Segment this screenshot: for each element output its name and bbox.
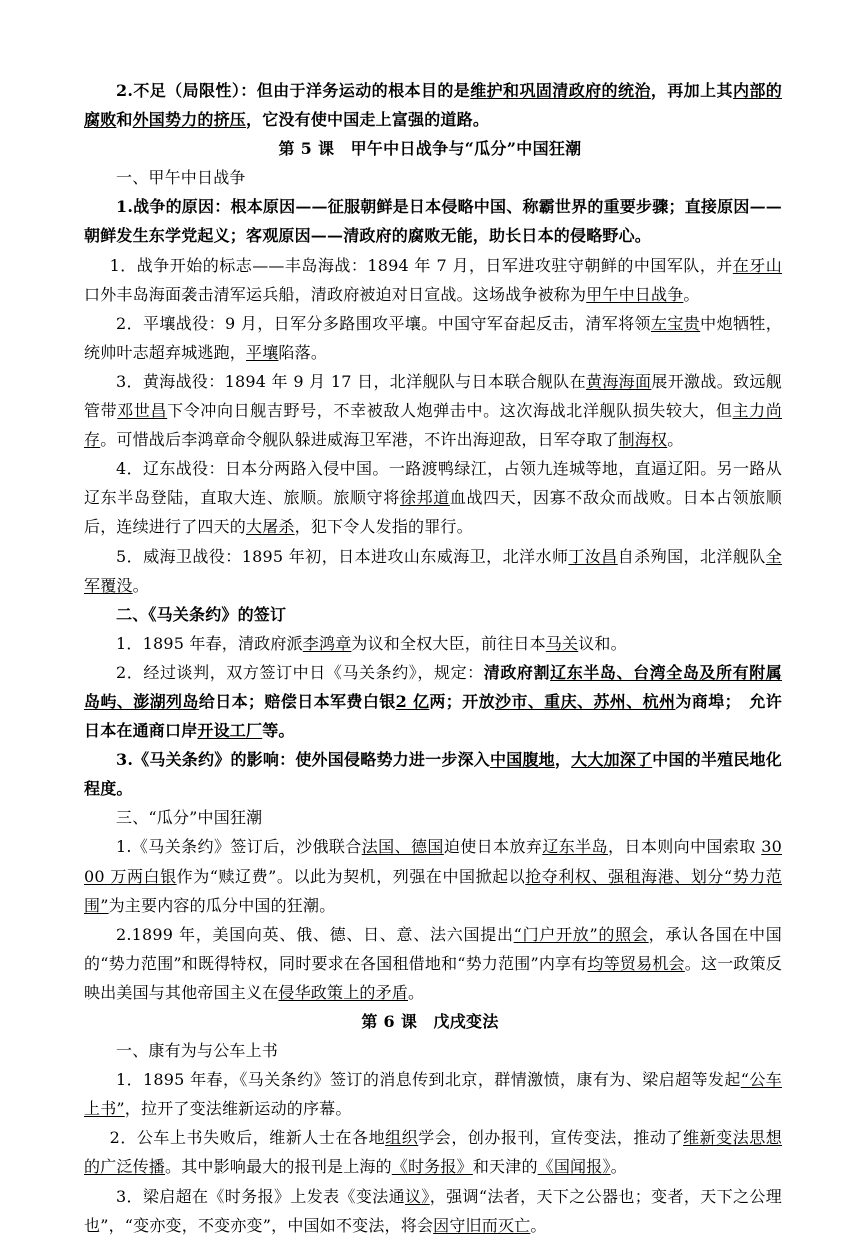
text-run: 血战四天，因寡不敌众而战败。日本占领旅顺后，连续进行了四天的 — [84, 488, 782, 537]
document-page — [0, 76, 860, 1240]
text-run: ，承认各国在中国的“势力范围”和既得特权，同时要求在各国租借地和“势力范围”内享有 — [84, 924, 782, 973]
underlined-keyword: 左宝贵 — [650, 313, 701, 333]
underlined-keyword: 平壤 — [246, 342, 279, 362]
text-run: 2.不足（局限性）：但由于洋务运动的根本目的是 — [116, 81, 471, 100]
text-run: 3.《马关条约》的影响：使外国侵略势力进一步深入 — [116, 750, 490, 770]
text-run: 1．1895 年春，《马关条约》签订的消息传到北京，群情激愤，康有为、梁启超等发起 — [116, 1070, 741, 1090]
text-run: 为议和全权大臣，前往日本 — [351, 633, 546, 653]
underlined-keyword: 2 亿 — [395, 691, 430, 711]
text-run: 。其中影响最大的报刊是上海的 — [165, 1157, 392, 1177]
text-run: ，强调“法者，天下之公器也；变者，天下之公理也”，“变亦变，不变亦变”，中国如不变法，将会 — [84, 1186, 782, 1235]
paragraph-s3 — [84, 803, 782, 832]
text-run: 2．公车上书失败后，维新人士在各地 — [109, 1128, 386, 1148]
text-run: 为商埠； 允许日本在通商口岸 — [84, 691, 782, 741]
text-run: 作为“赎辽费”。以此为契机，列强在中国掀起以 — [176, 866, 526, 886]
underlined-keyword: 因守旧而灭亡 — [433, 1215, 531, 1235]
paragraph-m2 — [84, 658, 782, 745]
underlined-keyword: 3000 万两白银 — [84, 837, 782, 886]
paragraph-c2 — [84, 251, 782, 309]
text-run: 2．平壤战役：9 月，日军分多路围攻平壤。中国守军奋起反击，清军将领 — [116, 313, 651, 333]
text-run: 1.战争的原因：根本原因——征服朝鲜是日本侵略中国、称霸世界的重要步骤；直接原因——朝鲜发生东学党起义；客观原因——清政府的腐败无能，助长日本的侵略野心。 — [84, 197, 782, 246]
paragraph-s2 — [84, 600, 782, 629]
paragraph-s1 — [84, 163, 782, 192]
underlined-keyword: 辽东半岛、台湾全岛及所有附属岛屿、澎湖列岛 — [84, 662, 782, 711]
text-run: 口外丰岛海面袭击清军运兵船，清政府被迫对日宣战。这场战争被称为 — [84, 284, 587, 304]
text-run: 1．战争开始的标志——丰岛海战：1894 年 7 月，日军进攻驻守朝鲜的中国军队，并 — [109, 255, 733, 275]
text-run: ， — [554, 750, 572, 770]
text-run: ，日本则向中国索取 — [607, 837, 762, 857]
paragraph-m3 — [84, 745, 782, 803]
underlined-keyword: 马关 — [545, 633, 579, 653]
text-run: 。 — [132, 575, 149, 595]
text-run: 5．威海卫战役：1895 年初，日本进攻山东威海卫，北洋水师 — [116, 546, 569, 566]
underlined-keyword: 维护和巩固清政府的统治 — [470, 81, 651, 100]
text-run: 2.1899 年，美国向英、俄、德、日、意、法六国提出 — [116, 924, 514, 944]
text-run: 1．1895 年春，清政府派 — [116, 633, 303, 653]
underlined-keyword: 甲午中日战争 — [586, 284, 684, 304]
underlined-keyword: 议》 — [404, 1186, 430, 1206]
text-run: 等。 — [262, 721, 295, 741]
underlined-keyword: 侵华政策上的矛盾 — [278, 982, 409, 1002]
paragraph-k1 — [84, 1065, 782, 1123]
underlined-keyword: “公车上书” — [84, 1070, 783, 1119]
text-run: 。 — [530, 1215, 547, 1235]
underlined-keyword: 维新变法思想的广泛传播 — [84, 1128, 782, 1177]
text-run: ，再加上其 — [650, 81, 733, 100]
text-run: 给日本；赔偿日本军费白银 — [198, 691, 396, 711]
text-run: 中炮牺牲，统帅叶志超弃城逃跑， — [84, 313, 782, 362]
underlined-keyword: 李鸿章 — [302, 633, 352, 653]
text-run: 迫使日本放弃 — [443, 837, 543, 857]
text-run: 。这一政策反映出美国与其他帝国主义在 — [84, 953, 783, 1002]
paragraph-c3 — [84, 309, 782, 367]
underlined-keyword: 大大加深了 — [571, 750, 653, 770]
paragraph-c6 — [84, 542, 782, 600]
underlined-keyword: 《国闻报》 — [537, 1157, 611, 1177]
text-run: ，它没有使中国走上富强的道路。 — [246, 110, 490, 130]
text-run: 第 5 课 甲午中日战争与“瓜分”中国狂潮 — [278, 139, 582, 159]
text-run: 。 — [683, 284, 700, 304]
paragraph-m1 — [84, 629, 782, 658]
text-run: 2．经过谈判，双方签订中日《马关条约》，规定： — [116, 662, 484, 682]
text-run: 1.《马关条约》签订后，沙俄联合 — [116, 837, 362, 857]
underlined-keyword: 大屠杀 — [246, 517, 295, 537]
paragraph-g1 — [84, 832, 782, 919]
lesson-heading — [0, 134, 860, 163]
text-run: 。 — [408, 982, 425, 1002]
paragraph-k2 — [84, 1123, 782, 1181]
underlined-keyword: 邓世昌 — [117, 401, 168, 421]
underlined-keyword: 抢夺利权、强租海港、划分“势力范围” — [84, 866, 782, 915]
text-run: 。 — [667, 430, 684, 450]
text-run: ，犯下令人发指的罪行。 — [294, 517, 473, 537]
text-run: 学会，创办报刊，宣传变法，推动了 — [418, 1128, 684, 1148]
text-run: 二、《马关条约》的签订 — [116, 604, 287, 624]
text-run: 3．梁启超在《时务报》上发表《变法通 — [116, 1186, 405, 1206]
text-run: 两；开放 — [429, 691, 495, 711]
text-run: 中国的半殖民地化程度。 — [84, 750, 782, 799]
underlined-keyword: 制海权 — [618, 430, 668, 450]
underlined-keyword: 内部的腐败 — [84, 81, 782, 130]
text-run: 一、甲午中日战争 — [116, 168, 246, 188]
underlined-keyword: 主力尚存 — [84, 401, 782, 450]
underlined-keyword: 沙市、重庆、苏州、杭州 — [494, 691, 676, 711]
underlined-keyword: 辽东半岛 — [542, 837, 608, 857]
text-run: 。可惜战后李鸿章命令舰队躲进威海卫军港，不许出海迎敌，日军夺取了 — [100, 430, 619, 450]
text-run: 清政府割 — [483, 662, 551, 682]
underlined-keyword: 开设工厂 — [197, 721, 263, 741]
text-run: 下令冲向日舰吉野号，不幸被敌人炮弹击中。这次海战北洋舰队损失较大，但 — [167, 401, 733, 421]
underlined-keyword: 法国、德国 — [361, 837, 444, 857]
text-run: 第 6 课 戊戌变法 — [361, 1012, 499, 1031]
underlined-keyword: 在牙山 — [732, 255, 782, 275]
underlined-keyword: 丁汝昌 — [568, 546, 618, 566]
text-run: 议和。 — [578, 633, 627, 653]
text-run: 展开激战。致远舰管带 — [84, 371, 782, 421]
text-run: ，拉开了变法维新运动的序幕。 — [124, 1099, 352, 1119]
paragraph-g2 — [84, 920, 782, 1007]
paragraph-s4 — [84, 1036, 782, 1065]
paragraph-c1 — [84, 192, 782, 250]
paragraph-p1 — [84, 76, 782, 134]
paragraph-k3 — [84, 1182, 782, 1240]
text-run: 和 — [116, 110, 133, 130]
paragraph-c5 — [84, 454, 782, 541]
text-run: 三、“瓜分”中国狂潮 — [116, 808, 263, 828]
text-run: 为主要内容的瓜分中国的狂潮。 — [108, 895, 336, 915]
text-run: 。 — [610, 1157, 627, 1177]
text-run: 和天津的 — [472, 1157, 538, 1177]
paragraph-c4 — [84, 367, 782, 454]
text-run: 3．黄海战役：1894 年 9 月 17 日，北洋舰队与日本联合舰队在 — [116, 371, 586, 391]
text-run: 一、康有为与公车上书 — [116, 1041, 279, 1061]
underlined-keyword: 黄海海面 — [585, 371, 652, 391]
text-run: 4．辽东战役：日本分两路入侵中国。一路渡鸭绿江，占领九连城等地，直逼辽阳。另一路从辽东半岛登陆，直取大连、旅顺。旅顺守将 — [84, 459, 782, 508]
underlined-keyword: 《时务报》 — [391, 1157, 473, 1177]
underlined-keyword: 全军覆没 — [84, 546, 782, 595]
underlined-keyword: 中国腹地 — [490, 750, 555, 770]
underlined-keyword: “门户开放”的照会 — [513, 924, 649, 944]
underlined-keyword: 徐邦道 — [399, 488, 450, 508]
underlined-keyword: 均等贸易机会 — [587, 953, 685, 973]
underlined-keyword: 组织 — [385, 1128, 419, 1148]
underlined-keyword: 外国势力的挤压 — [132, 110, 247, 130]
text-run: 自杀殉国，北洋舰队 — [617, 546, 766, 566]
lesson-heading — [0, 1007, 860, 1036]
text-run: 陷落。 — [278, 342, 328, 362]
